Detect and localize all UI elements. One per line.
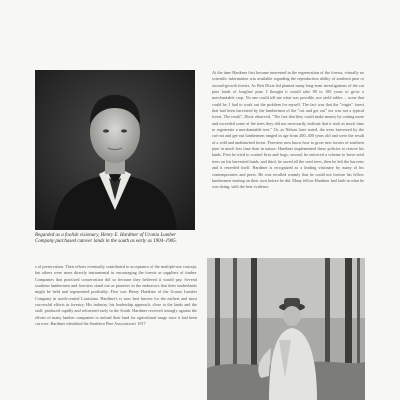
portrait-photo (35, 70, 195, 230)
body-text-left-column: s of preservation. Their efforts eventually contributed to acceptance of the multiple-use concept, but others were more directly instrumental in encouraging the forests as suppliers of timber. Companies that practiced conservation did so because they believed it would pay. Several southern lumbermen and foresters stand out as pioneers in the endeavors that their timberlands might be held and regenerated profitably. First was Henry Hardtner of the Urania Lumber Company in north-central Louisiana. Hardtner's is now best known for the earliest and most successful efforts in forestry. His industry, his leadership approach, close to the lands and the staff, produced rapidly and reforested early in the South. Hardtner received strongly against the efforts of many lumber companies to unload their land for agricultural usage once it had been cut over. Hardtner identified the Southern Pine Association's 1917 (35, 264, 197, 327)
photo-caption: Regarded as a foolish visionary, Henry E. Hardtner of Urania Lumber Company purchased cutover lands in the south as early as 1904–1905. (35, 233, 177, 245)
forest-photo (207, 258, 365, 400)
body-text-right-column: At the time Hardtner first became interested in the regeneration of the forests, virtually no scientific information was available regarding the reproduction ability of southern pine or second-growth forests. As Bert Dixie led planted many long-term investigations of the cut pine lands of longleaf pine, I thought it would take 80 to 100 years to grow a merchantable crop. No one could tell me what was possible, nor yield tables ... none that could be, I had to work out the problem for myself. The fact was that the "virgin" forest that had been harvested by the lumbermen of the "cut and get out" era was not a typical forest. The result", Dixie observed, "The fact that they could make money by cutting more and exceeded some of the trees they did not necessarily indicate that it took as much time to regenerate a merchantable tree." Or, as Nelson later noted, the trees harvested by the cut-out and get-out lumbermen ranged in age from 200–300 years old and were the result of a wild and undisturbed forest. Foresters now know how to grow new forests of southern pine in much less time than in nature. Hardtner implemented these policies to restore his lands. First he tried to control fires and hogs; second, he enforced a scheme to leave seed trees on his harvested lands; and third, he saved all the seed trees, then he left the harvests and it reseeded itself. Hardtner is recognized as a leading visionary by many of his contemporaries and peers. He was recalled warmly that he could not foresee his fellow lumbermen starting on their own before he did. Many fellow Hardtner had faith in what he was doing, with the best evidence (212, 70, 364, 190)
